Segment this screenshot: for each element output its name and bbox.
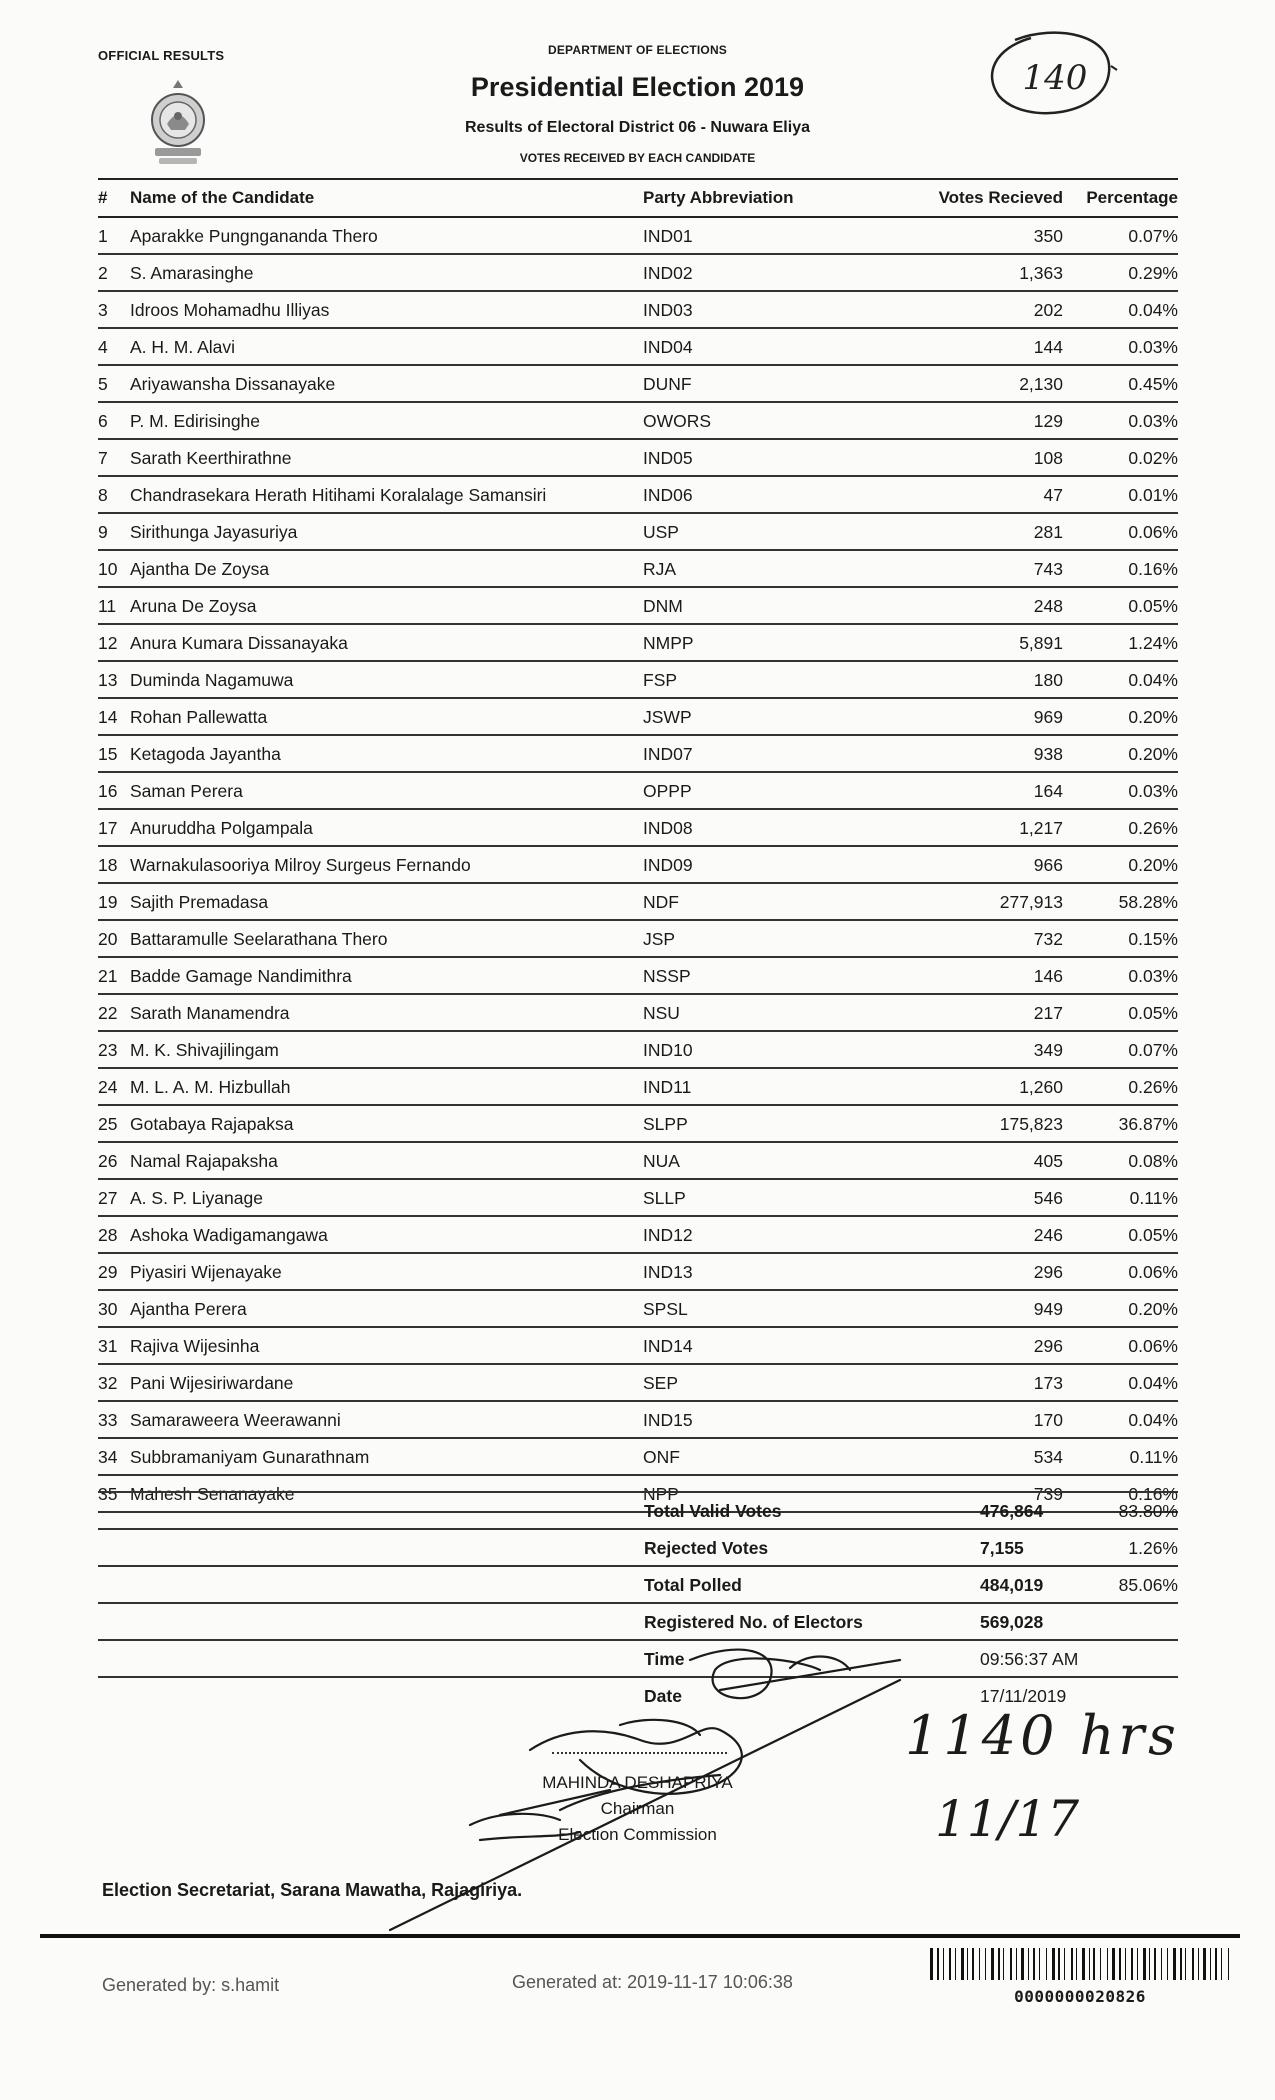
party-abbreviation: IND10 — [643, 1031, 913, 1068]
votes-received: 164 — [913, 772, 1063, 809]
vote-percentage: 0.06% — [1063, 513, 1178, 550]
table-row — [98, 439, 1178, 476]
national-emblem-icon — [145, 76, 211, 170]
candidate-name: Battaramulle Seelarathana Thero — [130, 920, 643, 957]
candidate-number: 16 — [98, 772, 130, 809]
date-value: 17/11/2019 — [980, 1686, 1067, 1706]
candidate-name: Badde Gamage Nandimithra — [130, 957, 643, 994]
candidate-name: Idroos Mohamadhu Illiyas — [130, 291, 643, 328]
party-abbreviation: NSU — [643, 994, 913, 1031]
table-row — [98, 772, 1178, 809]
party-abbreviation: NSSP — [643, 957, 913, 994]
votes-received: 546 — [913, 1179, 1063, 1216]
party-abbreviation: IND02 — [643, 254, 913, 291]
party-abbreviation: SLLP — [643, 1179, 913, 1216]
candidate-name: Ariyawansha Dissanayake — [130, 365, 643, 402]
candidate-name: Ajantha De Zoysa — [130, 550, 643, 587]
candidate-name: Rajiva Wijesinha — [130, 1327, 643, 1364]
candidate-name: Sarath Keerthirathne — [130, 439, 643, 476]
vote-percentage: 0.26% — [1063, 809, 1178, 846]
vote-percentage: 0.20% — [1063, 846, 1178, 883]
table-row — [98, 883, 1178, 920]
vote-percentage: 0.07% — [1063, 1031, 1178, 1068]
total-polled-percentage: 85.06% — [1080, 1566, 1178, 1603]
department-label: DEPARTMENT OF ELECTIONS — [547, 43, 728, 57]
rejected-percentage: 1.26% — [1080, 1529, 1178, 1566]
votes-received: 743 — [913, 550, 1063, 587]
votes-received: 534 — [913, 1438, 1063, 1475]
party-abbreviation: OPPP — [643, 772, 913, 809]
results-table — [98, 178, 1178, 1513]
vote-percentage: 0.03% — [1063, 957, 1178, 994]
vote-percentage: 0.04% — [1063, 1364, 1178, 1401]
party-abbreviation: OWORS — [643, 402, 913, 439]
candidate-name: Gotabaya Rajapaksa — [130, 1105, 643, 1142]
vote-percentage: 0.20% — [1063, 1290, 1178, 1327]
votes-received: 202 — [913, 291, 1063, 328]
votes-received: 1,363 — [913, 254, 1063, 291]
candidate-number: 24 — [98, 1068, 130, 1105]
votes-received: 405 — [913, 1142, 1063, 1179]
party-abbreviation: SEP — [643, 1364, 913, 1401]
handwritten-page-number: 140 — [1022, 58, 1088, 98]
table-row — [98, 587, 1178, 624]
votes-received: 277,913 — [913, 883, 1063, 920]
vote-percentage: 0.45% — [1063, 365, 1178, 402]
candidate-number: 27 — [98, 1179, 130, 1216]
votes-received: 248 — [913, 587, 1063, 624]
table-row — [98, 1327, 1178, 1364]
table-row — [98, 957, 1178, 994]
party-abbreviation: IND06 — [643, 476, 913, 513]
table-row — [98, 735, 1178, 772]
total-valid-label: Total Valid Votes — [644, 1492, 980, 1529]
table-row — [98, 846, 1178, 883]
votes-received: 146 — [913, 957, 1063, 994]
candidate-name: M. K. Shivajilingam — [130, 1031, 643, 1068]
party-abbreviation: NUA — [643, 1142, 913, 1179]
candidate-number: 35 — [98, 1475, 130, 1512]
party-abbreviation: IND04 — [643, 328, 913, 365]
candidate-name: Ashoka Wadigamangawa — [130, 1216, 643, 1253]
vote-percentage: 0.07% — [1063, 217, 1178, 254]
candidate-name: Sarath Manamendra — [130, 994, 643, 1031]
candidate-name: Pani Wijesiriwardane — [130, 1364, 643, 1401]
table-row — [98, 920, 1178, 957]
signatory-name: MAHINDA DESHAPRIYA — [542, 1773, 733, 1792]
party-abbreviation: IND03 — [643, 291, 913, 328]
party-abbreviation: IND05 — [643, 439, 913, 476]
votes-received: 246 — [913, 1216, 1063, 1253]
candidate-number: 33 — [98, 1401, 130, 1438]
votes-received: 966 — [913, 846, 1063, 883]
candidate-name: Warnakulasooriya Milroy Surgeus Fernando — [130, 846, 643, 883]
votes-received: 349 — [913, 1031, 1063, 1068]
vote-percentage: 0.06% — [1063, 1253, 1178, 1290]
candidate-number: 15 — [98, 735, 130, 772]
vote-percentage: 0.05% — [1063, 1216, 1178, 1253]
vote-percentage: 0.20% — [1063, 735, 1178, 772]
votes-received: 173 — [913, 1364, 1063, 1401]
candidate-number: 12 — [98, 624, 130, 661]
table-row — [98, 550, 1178, 587]
votes-received: 969 — [913, 698, 1063, 735]
vote-percentage: 0.04% — [1063, 661, 1178, 698]
candidate-name: Subbramaniyam Gunarathnam — [130, 1438, 643, 1475]
votes-received: 170 — [913, 1401, 1063, 1438]
candidate-number: 25 — [98, 1105, 130, 1142]
party-abbreviation: IND01 — [643, 217, 913, 254]
candidate-name: Ketagoda Jayantha — [130, 735, 643, 772]
candidate-number: 4 — [98, 328, 130, 365]
candidate-number: 34 — [98, 1438, 130, 1475]
party-abbreviation: SLPP — [643, 1105, 913, 1142]
candidate-number: 18 — [98, 846, 130, 883]
candidate-name: Aparakke Pungngananda Thero — [130, 217, 643, 254]
total-polled-label: Total Polled — [644, 1566, 980, 1603]
candidate-number: 20 — [98, 920, 130, 957]
table-row — [98, 661, 1178, 698]
party-abbreviation: IND13 — [643, 1253, 913, 1290]
votes-received: 350 — [913, 217, 1063, 254]
party-abbreviation: NDF — [643, 883, 913, 920]
candidate-name: Aruna De Zoysa — [130, 587, 643, 624]
candidate-name: P. M. Edirisinghe — [130, 402, 643, 439]
table-row — [98, 476, 1178, 513]
votes-received: 938 — [913, 735, 1063, 772]
rejected-label: Rejected Votes — [644, 1529, 980, 1566]
votes-received: 108 — [913, 439, 1063, 476]
candidate-number: 6 — [98, 402, 130, 439]
party-abbreviation: JSP — [643, 920, 913, 957]
date-label: Date — [644, 1686, 682, 1706]
handwritten-date-note: 11/17 — [935, 1790, 1080, 1848]
table-row — [98, 1179, 1178, 1216]
barcode-number: 0000000020826 — [1014, 1987, 1146, 2006]
party-abbreviation: NPP — [643, 1475, 913, 1512]
col-party-header: Party Abbreviation — [643, 179, 913, 217]
candidate-name: Samaraweera Weerawanni — [130, 1401, 643, 1438]
vote-percentage: 1.24% — [1063, 624, 1178, 661]
table-row — [98, 328, 1178, 365]
party-abbreviation: RJA — [643, 550, 913, 587]
table-row — [98, 1068, 1178, 1105]
votes-received: 296 — [913, 1327, 1063, 1364]
secretariat-address: Election Secretariat, Sarana Mawatha, Rajagiriya. — [102, 1880, 523, 1900]
table-row — [98, 1216, 1178, 1253]
candidate-name: Saman Perera — [130, 772, 643, 809]
vote-percentage: 0.03% — [1063, 328, 1178, 365]
votes-received: 949 — [913, 1290, 1063, 1327]
candidate-name: Rohan Pallewatta — [130, 698, 643, 735]
vote-percentage: 0.03% — [1063, 772, 1178, 809]
summary-row-total-polled — [98, 1566, 1178, 1603]
candidate-name: Piyasiri Wijenayake — [130, 1253, 643, 1290]
votes-received: 739 — [913, 1475, 1063, 1512]
vote-percentage: 0.16% — [1063, 550, 1178, 587]
candidate-name: Sajith Premadasa — [130, 883, 643, 920]
candidate-number: 17 — [98, 809, 130, 846]
generated-at: Generated at: 2019-11-17 10:06:38 — [512, 1972, 793, 1992]
summary-row-rejected — [98, 1529, 1178, 1566]
candidate-name: Chandrasekara Herath Hitihami Koralalage Samansiri — [130, 476, 643, 513]
party-abbreviation: IND14 — [643, 1327, 913, 1364]
candidate-name: S. Amarasinghe — [130, 254, 643, 291]
vote-percentage: 0.20% — [1063, 698, 1178, 735]
table-caption: VOTES RECEIVED BY EACH CANDIDATE — [519, 151, 756, 165]
signatory-title: Chairman — [600, 1799, 675, 1818]
candidate-number: 26 — [98, 1142, 130, 1179]
page-subtitle: Results of Electoral District 06 - Nuwara Eliya — [464, 119, 810, 136]
table-row — [98, 698, 1178, 735]
table-row — [98, 402, 1178, 439]
registered-electors-value: 569,028 — [980, 1603, 1080, 1640]
total-polled-votes: 484,019 — [980, 1566, 1080, 1603]
table-row — [98, 291, 1178, 328]
votes-received: 175,823 — [913, 1105, 1063, 1142]
candidate-number: 21 — [98, 957, 130, 994]
candidate-number: 5 — [98, 365, 130, 402]
party-abbreviation: IND08 — [643, 809, 913, 846]
vote-percentage: 0.15% — [1063, 920, 1178, 957]
table-row — [98, 1142, 1178, 1179]
votes-received: 1,217 — [913, 809, 1063, 846]
candidate-name: Duminda Nagamuwa — [130, 661, 643, 698]
candidate-number: 11 — [98, 587, 130, 624]
vote-percentage: 0.29% — [1063, 254, 1178, 291]
table-row — [98, 1253, 1178, 1290]
vote-percentage: 0.04% — [1063, 291, 1178, 328]
candidate-name: A. H. M. Alavi — [130, 328, 643, 365]
vote-percentage: 0.05% — [1063, 587, 1178, 624]
table-row — [98, 1364, 1178, 1401]
page-title: Presidential Election 2019 — [470, 72, 805, 102]
candidate-number: 1 — [98, 217, 130, 254]
vote-percentage: 36.87% — [1063, 1105, 1178, 1142]
candidate-number: 32 — [98, 1364, 130, 1401]
summary-row-registered — [98, 1603, 1178, 1640]
total-valid-percentage: 83.80% — [1080, 1492, 1178, 1529]
generated-by: Generated by: s.hamit — [102, 1975, 280, 1995]
registered-electors-label: Registered No. of Electors — [644, 1603, 980, 1640]
table-row — [98, 1438, 1178, 1475]
candidate-number: 8 — [98, 476, 130, 513]
vote-percentage: 0.03% — [1063, 402, 1178, 439]
signatory-organization: Election Commission — [558, 1825, 717, 1844]
table-row — [98, 1401, 1178, 1438]
party-abbreviation: DUNF — [643, 365, 913, 402]
table-row — [98, 994, 1178, 1031]
party-abbreviation: SPSL — [643, 1290, 913, 1327]
table-row — [98, 1031, 1178, 1068]
votes-received: 296 — [913, 1253, 1063, 1290]
candidate-name: A. S. P. Liyanage — [130, 1179, 643, 1216]
votes-received: 180 — [913, 661, 1063, 698]
summary-row-total-valid — [98, 1492, 1178, 1529]
footer-divider — [40, 1934, 1240, 1938]
candidate-name: Mahesh Senanayake — [130, 1475, 643, 1512]
candidate-number: 31 — [98, 1327, 130, 1364]
party-abbreviation: IND12 — [643, 1216, 913, 1253]
table-row — [98, 513, 1178, 550]
handwritten-time-note: 1140 hrs — [905, 1704, 1180, 1767]
party-abbreviation: USP — [643, 513, 913, 550]
candidate-number: 9 — [98, 513, 130, 550]
candidate-number: 30 — [98, 1290, 130, 1327]
candidate-name: Sirithunga Jayasuriya — [130, 513, 643, 550]
votes-received: 1,260 — [913, 1068, 1063, 1105]
party-abbreviation: IND07 — [643, 735, 913, 772]
col-percentage-header: Percentage — [1063, 179, 1178, 217]
vote-percentage: 0.26% — [1063, 1068, 1178, 1105]
vote-percentage: 0.04% — [1063, 1401, 1178, 1438]
col-votes-header: Votes Recieved — [913, 179, 1063, 217]
votes-received: 2,130 — [913, 365, 1063, 402]
candidate-name: Anuruddha Polgampala — [130, 809, 643, 846]
official-results-label: OFFICIAL RESULTS — [98, 48, 225, 63]
votes-received: 47 — [913, 476, 1063, 513]
votes-received: 129 — [913, 402, 1063, 439]
votes-received: 5,891 — [913, 624, 1063, 661]
total-valid-votes: 476,864 — [980, 1492, 1080, 1529]
party-abbreviation: FSP — [643, 661, 913, 698]
rejected-votes: 7,155 — [980, 1529, 1080, 1566]
party-abbreviation: JSWP — [643, 698, 913, 735]
candidate-number: 10 — [98, 550, 130, 587]
vote-percentage: 0.11% — [1063, 1438, 1178, 1475]
candidate-name: Namal Rajapaksha — [130, 1142, 643, 1179]
candidate-number: 7 — [98, 439, 130, 476]
candidate-number: 23 — [98, 1031, 130, 1068]
time-value: 09:56:37 AM — [980, 1640, 1080, 1677]
col-number-header: # — [98, 179, 130, 217]
vote-percentage: 0.05% — [1063, 994, 1178, 1031]
candidate-number: 2 — [98, 254, 130, 291]
party-abbreviation: IND15 — [643, 1401, 913, 1438]
table-row — [98, 809, 1178, 846]
candidate-number: 19 — [98, 883, 130, 920]
table-row — [98, 1290, 1178, 1327]
vote-percentage: 0.16% — [1063, 1475, 1178, 1512]
table-row — [98, 254, 1178, 291]
votes-received: 281 — [913, 513, 1063, 550]
candidate-name: M. L. A. M. Hizbullah — [130, 1068, 643, 1105]
candidate-name: Anura Kumara Dissanayaka — [130, 624, 643, 661]
party-abbreviation: DNM — [643, 587, 913, 624]
candidate-number: 28 — [98, 1216, 130, 1253]
candidate-number: 29 — [98, 1253, 130, 1290]
candidate-number: 3 — [98, 291, 130, 328]
candidate-number: 14 — [98, 698, 130, 735]
col-name-header: Name of the Candidate — [130, 179, 643, 217]
votes-received: 732 — [913, 920, 1063, 957]
votes-received: 144 — [913, 328, 1063, 365]
party-abbreviation: NMPP — [643, 624, 913, 661]
vote-percentage: 58.28% — [1063, 883, 1178, 920]
vote-percentage: 0.01% — [1063, 476, 1178, 513]
votes-received: 217 — [913, 994, 1063, 1031]
table-row — [98, 365, 1178, 402]
table-header-row — [98, 179, 1178, 217]
vote-percentage: 0.11% — [1063, 1179, 1178, 1216]
table-row — [98, 1105, 1178, 1142]
party-abbreviation: IND09 — [643, 846, 913, 883]
signature-scribble-icon — [0, 1640, 1275, 1960]
vote-percentage: 0.02% — [1063, 439, 1178, 476]
party-abbreviation: ONF — [643, 1438, 913, 1475]
barcode-icon — [930, 1948, 1230, 1980]
vote-percentage: 0.08% — [1063, 1142, 1178, 1179]
candidate-number: 22 — [98, 994, 130, 1031]
party-abbreviation: IND11 — [643, 1068, 913, 1105]
vote-percentage: 0.06% — [1063, 1327, 1178, 1364]
table-row — [98, 217, 1178, 254]
time-label: Time — [644, 1640, 980, 1677]
candidate-name: Ajantha Perera — [130, 1290, 643, 1327]
table-row — [98, 624, 1178, 661]
candidate-number: 13 — [98, 661, 130, 698]
